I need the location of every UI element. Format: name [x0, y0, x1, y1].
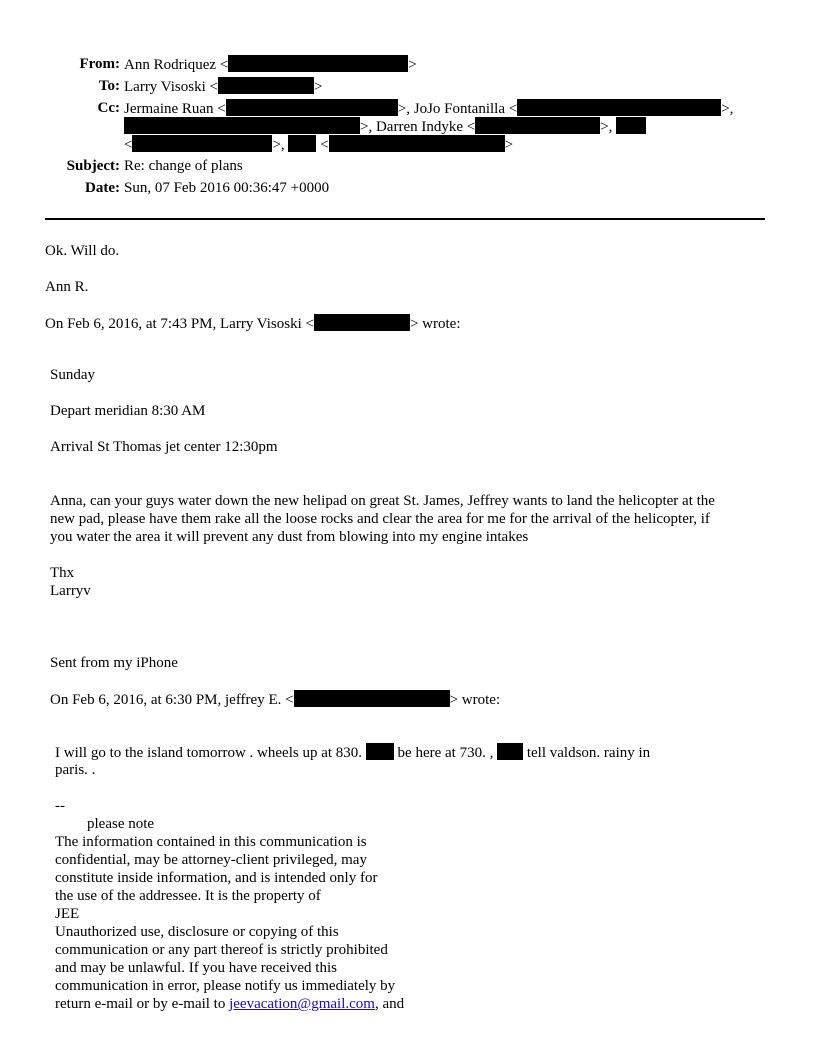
quote-header-2 — [50, 690, 500, 709]
subject-value: Re: change of plans — [124, 158, 243, 174]
from-label: From: — [79, 56, 120, 72]
date-value: Sun, 07 Feb 2016 00:36:47 +0000 — [124, 180, 330, 196]
disclaimer-line: JEE — [55, 906, 80, 922]
redaction-box — [132, 135, 272, 152]
reply-text: Ok. Will do. — [45, 243, 120, 259]
redaction-box — [517, 99, 721, 116]
thx-line: Thx — [50, 565, 75, 581]
disclaimer-line: communication in error, please notify us immediately by — [55, 978, 396, 994]
to-gt: > — [313, 79, 323, 95]
disclaimer-last-line — [55, 995, 404, 1013]
cc-gt-1: > — [504, 137, 514, 153]
helipad-line-2: new pad, please have them rake all the loose rocks and clear the area for me for the arrival of the helicopter, if — [50, 511, 710, 527]
larryv-line: Larryv — [50, 583, 91, 599]
disclaimer-line: Unauthorized use, disclosure or copying of this — [55, 924, 339, 940]
disclaimer-line: communication or any part thereof is strictly prohibited — [55, 942, 388, 958]
header-divider — [45, 218, 765, 220]
disclaimer-line: confidential, may be attorney-client privileged, may — [55, 852, 367, 868]
redaction-box — [124, 117, 360, 134]
disclaimer-line: the use of the addressee. It is the property of — [55, 888, 321, 904]
redaction-box — [329, 135, 505, 152]
redaction-box — [366, 743, 394, 760]
helipad-line-3: you water the area it will prevent any dust from blowing into my engine intakes — [50, 529, 529, 545]
cc-gt-comma-1: >, — [721, 101, 734, 117]
quote-intro-1: On Feb 6, 2016, at 7:43 PM, Larry Visoski < — [45, 316, 314, 332]
date-label: Date: — [85, 180, 120, 196]
signature-dashes: -- — [55, 798, 65, 814]
please-note: please note — [87, 816, 155, 832]
cc-lt-1: < — [124, 137, 133, 153]
depart-line: Depart meridian 8:30 AM — [50, 403, 206, 419]
cc-line-1 — [124, 99, 733, 118]
island-line-1 — [55, 743, 650, 762]
disclaimer-line: The information contained in this communication is — [55, 834, 367, 850]
island-text-c: tell valdson. rainy in — [526, 745, 651, 761]
redaction-box — [218, 77, 314, 94]
to-label: To: — [98, 78, 120, 94]
quote-wrote-1: > wrote: — [409, 316, 461, 332]
redaction-box — [288, 135, 316, 152]
redaction-box — [616, 117, 646, 134]
helipad-line-1: Anna, can your guys water down the new helipad on great St. James, Jeffrey wants to land the helicopter at the — [50, 493, 715, 509]
sent-from-line: Sent from my iPhone — [50, 655, 178, 671]
quote-intro-2: On Feb 6, 2016, at 6:30 PM, jeffrey E. < — [50, 692, 294, 708]
cc-label: Cc: — [97, 100, 120, 116]
disclaimer-line: and may be unlawful. If you have received this — [55, 960, 337, 976]
cc-name-1: Jermaine Ruan < — [124, 101, 226, 117]
cc-gt-comma-2: >, — [600, 119, 613, 135]
arrival-line: Arrival St Thomas jet center 12:30pm — [50, 439, 278, 455]
reply-signature: Ann R. — [45, 279, 89, 295]
redaction-box — [228, 55, 408, 72]
email-link[interactable]: jeevacation@gmail.com — [229, 996, 375, 1012]
redaction-box — [497, 743, 523, 760]
from-value — [124, 55, 417, 74]
redaction-box — [294, 690, 450, 707]
cc-lt-2: < — [320, 137, 329, 153]
subject-label: Subject: — [66, 158, 120, 174]
cc-line-2 — [124, 117, 646, 136]
to-name: Larry Visoski < — [124, 79, 218, 95]
island-text-a: I will go to the island tomorrow . wheels up at 830. — [55, 745, 363, 761]
redaction-box — [226, 99, 398, 116]
island-text-b: be here at 730. , — [397, 745, 494, 761]
redaction-box — [314, 314, 410, 331]
quote-wrote-2: > wrote: — [449, 692, 501, 708]
from-gt: > — [408, 57, 417, 73]
sunday-line: Sunday — [50, 367, 95, 383]
cc-gt-comma-3: >, — [272, 137, 285, 153]
redaction-box — [475, 117, 600, 134]
disclaimer-last-post: , and — [374, 996, 405, 1012]
cc-name-3: >, Darren Indyke < — [360, 119, 476, 135]
cc-name-2: >, JoJo Fontanilla < — [397, 101, 518, 117]
island-line-2: paris. . — [55, 762, 96, 778]
disclaimer-line: constitute inside information, and is intended only for — [55, 870, 378, 886]
cc-line-3 — [124, 135, 513, 154]
disclaimer-last-pre: return e-mail or by e-mail to — [55, 996, 230, 1012]
from-name: Ann Rodriquez < — [124, 57, 229, 73]
quote-header-1 — [45, 314, 460, 333]
to-value — [124, 77, 322, 96]
